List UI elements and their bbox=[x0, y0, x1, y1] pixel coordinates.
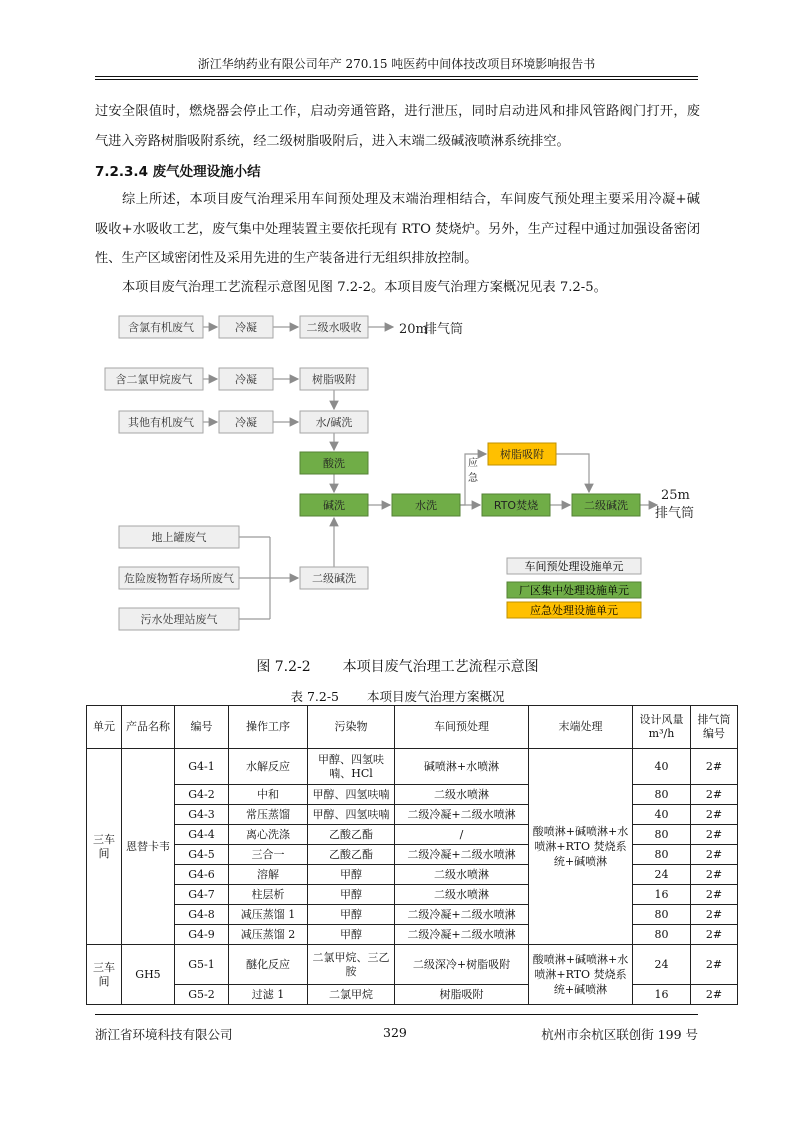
process-cell: 中和 bbox=[229, 785, 308, 805]
flow-box-wash bbox=[300, 411, 368, 433]
header-product: 产品名称 bbox=[122, 706, 175, 749]
svg-text:应急处理设施单元: 应急处理设施单元 bbox=[530, 604, 618, 617]
pretreat-cell: 二级水喷淋 bbox=[395, 785, 529, 805]
svg-text:含二氯甲烷废气: 含二氯甲烷废气 bbox=[115, 373, 193, 386]
process-cell: 醚化反应 bbox=[229, 945, 308, 985]
pretreat-cell: 二级深冷+树脂吸附 bbox=[395, 945, 529, 985]
table-title: 本项目废气治理方案概况 bbox=[367, 689, 505, 704]
flow-labels bbox=[399, 321, 694, 521]
pollutant-cell: 甲醇 bbox=[308, 905, 395, 925]
svg-text:含氯有机废气: 含氯有机废气 bbox=[128, 321, 194, 334]
table-row bbox=[87, 905, 738, 925]
flow-label-stack25-text: 排气筒 bbox=[655, 506, 695, 521]
table-row bbox=[87, 749, 738, 785]
table-row bbox=[87, 885, 738, 905]
pollutant-cell: 二氯甲烷、三乙胺 bbox=[308, 945, 395, 985]
group1-unit-cell: 三车间 bbox=[87, 749, 122, 945]
table-row bbox=[87, 865, 738, 885]
svg-text:污水处理站废气: 污水处理站废气 bbox=[140, 613, 218, 626]
stack-cell: 2# bbox=[691, 925, 738, 945]
pretreat-cell: 碱喷淋+水喷淋 bbox=[395, 749, 529, 785]
svg-text:冷凝: 冷凝 bbox=[235, 321, 257, 334]
footer-address: 杭州市余杭区联创街 199 号 bbox=[541, 1027, 698, 1042]
header-process: 操作工序 bbox=[229, 706, 308, 749]
table-row bbox=[87, 845, 738, 865]
airflow-cell: 16 bbox=[633, 985, 691, 1005]
airflow-cell: 24 bbox=[633, 865, 691, 885]
flow-label-stack20-text: 排气筒 bbox=[424, 322, 464, 337]
flow-box-cond3 bbox=[219, 411, 273, 433]
pollutant-cell: 甲醇 bbox=[308, 865, 395, 885]
pollutant-cell: 甲醇 bbox=[308, 885, 395, 905]
header-rule bbox=[95, 76, 698, 77]
airflow-cell: 80 bbox=[633, 905, 691, 925]
flow-box-cond2 bbox=[219, 368, 273, 390]
svg-text:其他有机废气: 其他有机废气 bbox=[128, 416, 194, 429]
process-cell: 过滤 1 bbox=[229, 985, 308, 1005]
svg-text:冷凝: 冷凝 bbox=[235, 373, 257, 386]
pollutant-cell: 乙酸乙酯 bbox=[308, 825, 395, 845]
pretreat-cell: 二级冷凝+二级水喷淋 bbox=[395, 805, 529, 825]
code-cell: G4-9 bbox=[175, 925, 229, 945]
pretreat-cell: 二级冷凝+二级水喷淋 bbox=[395, 845, 529, 865]
table-row bbox=[87, 785, 738, 805]
code-cell: G4-8 bbox=[175, 905, 229, 925]
airflow-cell: 80 bbox=[633, 845, 691, 865]
svg-text:酸洗: 酸洗 bbox=[323, 457, 345, 470]
flow-box-rto bbox=[482, 494, 550, 516]
stack-cell: 2# bbox=[691, 805, 738, 825]
airflow-cell: 40 bbox=[633, 805, 691, 825]
header-pollutant: 污染物 bbox=[308, 706, 395, 749]
stack-cell: 2# bbox=[691, 785, 738, 805]
flow-box-water-wash bbox=[392, 494, 460, 516]
flow-box-cond1 bbox=[219, 316, 273, 338]
group2-unit-cell: 三车间 bbox=[87, 945, 122, 1005]
svg-text:水/碱洗: 水/碱洗 bbox=[315, 416, 353, 429]
pretreat-cell: 树脂吸附 bbox=[395, 985, 529, 1005]
table-row bbox=[87, 945, 738, 985]
code-cell: G4-3 bbox=[175, 805, 229, 825]
svg-text:危险废物暂存场所废气: 危险废物暂存场所废气 bbox=[124, 572, 234, 585]
pretreat-cell: 二级水喷淋 bbox=[395, 865, 529, 885]
code-cell: G4-4 bbox=[175, 825, 229, 845]
figure-caption bbox=[95, 656, 700, 676]
stack-cell: 2# bbox=[691, 945, 738, 985]
pollutant-cell: 甲醇、四氢呋喃 bbox=[308, 805, 395, 825]
paragraph-bypass: 过安全限值时，燃烧器会停止工作，启动旁通管路，进行泄压，同时启动进风和排风管路阀门打开，废气进入旁路树脂吸附系统，经二级树脂吸附后，进入末端二级碱液喷淋系统排空。 bbox=[95, 104, 700, 149]
paragraph-summary: 综上所述，本项目废气治理采用车间预处理及末端治理相结合，车间废气预处理主要采用冷凝+碱吸收+水吸收工艺，废气集中处理装置主要依托现有 RTO 焚烧炉。另外，生产过程中通过加强设备密闭性、生产区域密闭性及采用先进的生产装备进行无组织排放控制。 bbox=[95, 192, 700, 266]
pretreat-cell: / bbox=[395, 825, 529, 845]
svg-text:树脂吸附: 树脂吸附 bbox=[500, 448, 544, 461]
flow-box-src-dcm bbox=[105, 368, 203, 390]
code-cell: G4-7 bbox=[175, 885, 229, 905]
pollutant-cell: 甲醇、四氢呋喃、HCl bbox=[308, 749, 395, 785]
process-cell: 减压蒸馏 1 bbox=[229, 905, 308, 925]
stack-cell: 2# bbox=[691, 985, 738, 1005]
svg-text:冷凝: 冷凝 bbox=[235, 416, 257, 429]
svg-text:二级水吸收: 二级水吸收 bbox=[306, 321, 362, 334]
page-header: 浙江华纳药业有限公司年产 270.15 吨医药中间体技改项目环境影响报告书 bbox=[197, 57, 596, 71]
flow-label-stack20-num: 20m bbox=[399, 322, 428, 337]
footer-company: 浙江省环境科技有限公司 bbox=[95, 1027, 233, 1042]
table-header-row bbox=[87, 706, 738, 749]
svg-text:车间预处理设施单元: 车间预处理设施单元 bbox=[524, 560, 624, 573]
header-pretreat: 车间预处理 bbox=[395, 706, 529, 749]
svg-text:树脂吸附: 树脂吸附 bbox=[312, 373, 356, 386]
code-cell: G4-5 bbox=[175, 845, 229, 865]
svg-text:水洗: 水洗 bbox=[415, 499, 437, 512]
table-row bbox=[87, 925, 738, 945]
process-cell: 离心洗涤 bbox=[229, 825, 308, 845]
figure-number: 图 7.2-2 bbox=[256, 659, 311, 675]
flow-diagram bbox=[95, 300, 700, 640]
paragraph-figure-reference: 本项目废气治理工艺流程示意图见图 7.2-2。本项目废气治理方案概况见表 7.2-5。 bbox=[122, 280, 607, 295]
airflow-cell: 16 bbox=[633, 885, 691, 905]
svg-text:RTO焚烧: RTO焚烧 bbox=[493, 499, 539, 512]
code-cell: G5-1 bbox=[175, 945, 229, 985]
stack-cell: 2# bbox=[691, 845, 738, 865]
table-row bbox=[87, 985, 738, 1005]
process-cell: 三合一 bbox=[229, 845, 308, 865]
pretreat-cell: 二级水喷淋 bbox=[395, 885, 529, 905]
code-cell: G4-2 bbox=[175, 785, 229, 805]
process-cell: 常压蒸馏 bbox=[229, 805, 308, 825]
svg-text:厂区集中处理设施单元: 厂区集中处理设施单元 bbox=[519, 584, 629, 597]
figure-title: 本项目废气治理工艺流程示意图 bbox=[342, 659, 539, 675]
airflow-cell: 80 bbox=[633, 925, 691, 945]
flow-boxes bbox=[105, 316, 641, 630]
flow-box-src-other bbox=[119, 411, 203, 433]
pretreat-cell: 二级冷凝+二级水喷淋 bbox=[395, 905, 529, 925]
legend-workshop bbox=[507, 558, 641, 574]
stack-cell: 2# bbox=[691, 865, 738, 885]
flow-box-haz bbox=[119, 567, 239, 589]
flow-label-emergency-1: 应 bbox=[468, 458, 478, 469]
flow-box-src-hcl bbox=[119, 316, 203, 338]
flow-box-alkali bbox=[300, 494, 368, 516]
process-cell: 溶解 bbox=[229, 865, 308, 885]
pretreat-cell: 二级冷凝+二级水喷淋 bbox=[395, 925, 529, 945]
header-airflow: 设计风量 m³/h bbox=[633, 706, 691, 749]
group2-product-cell: GH5 bbox=[122, 945, 175, 1005]
airflow-cell: 24 bbox=[633, 945, 691, 985]
stack-cell: 2# bbox=[691, 749, 738, 785]
flow-label-emergency-2: 急 bbox=[468, 473, 478, 484]
header-rule-thin bbox=[95, 79, 698, 80]
flow-box-alkali2 bbox=[300, 567, 368, 589]
header-end-treatment: 末端处理 bbox=[529, 706, 633, 749]
flow-box-alkali2-end bbox=[572, 494, 640, 516]
stack-cell: 2# bbox=[691, 885, 738, 905]
page-number: 329 bbox=[383, 1025, 407, 1040]
header-unit: 单元 bbox=[87, 706, 122, 749]
table-row bbox=[87, 805, 738, 825]
flow-box-resin1 bbox=[300, 368, 368, 390]
footer-rule bbox=[95, 1014, 698, 1015]
legend-emergency bbox=[507, 602, 641, 618]
treatment-table bbox=[86, 705, 738, 1005]
process-cell: 水解反应 bbox=[229, 749, 308, 785]
svg-text:地上罐废气: 地上罐废气 bbox=[151, 531, 207, 544]
group1-end-treatment-cell: 酸喷淋+碱喷淋+水喷淋+RTO 焚烧系统+碱喷淋 bbox=[529, 749, 633, 945]
table-row bbox=[87, 825, 738, 845]
code-cell: G4-6 bbox=[175, 865, 229, 885]
legend-plant bbox=[507, 582, 641, 598]
airflow-cell: 80 bbox=[633, 785, 691, 805]
flow-label-stack25-num: 25m bbox=[661, 488, 690, 503]
pollutant-cell: 乙酸乙酯 bbox=[308, 845, 395, 865]
stack-cell: 2# bbox=[691, 825, 738, 845]
section-heading: 7.2.3.4 废气处理设施小结 bbox=[95, 164, 261, 180]
pollutant-cell: 甲醇 bbox=[308, 925, 395, 945]
process-cell: 柱层析 bbox=[229, 885, 308, 905]
group2-end-treatment-cell: 酸喷淋+碱喷淋+水喷淋+RTO 焚烧系统+碱喷淋 bbox=[529, 945, 633, 1005]
process-cell: 减压蒸馏 2 bbox=[229, 925, 308, 945]
table-caption bbox=[95, 687, 700, 705]
airflow-cell: 80 bbox=[633, 825, 691, 845]
svg-text:二级碱洗: 二级碱洗 bbox=[584, 499, 628, 512]
code-cell: G5-2 bbox=[175, 985, 229, 1005]
table-number: 表 7.2-5 bbox=[290, 689, 339, 704]
airflow-cell: 40 bbox=[633, 749, 691, 785]
pollutant-cell: 甲醇、四氢呋喃 bbox=[308, 785, 395, 805]
header-stack: 排气筒 编号 bbox=[691, 706, 738, 749]
flow-box-water2 bbox=[300, 316, 368, 338]
stack-cell: 2# bbox=[691, 905, 738, 925]
flow-box-tank bbox=[119, 526, 239, 548]
flow-connector bbox=[556, 454, 589, 492]
header-code: 编号 bbox=[175, 706, 229, 749]
group1-product-cell: 恩替卡韦 bbox=[122, 749, 175, 945]
svg-text:二级碱洗: 二级碱洗 bbox=[312, 572, 356, 585]
svg-text:碱洗: 碱洗 bbox=[323, 499, 345, 512]
flow-box-acid bbox=[300, 452, 368, 474]
pollutant-cell: 二氯甲烷 bbox=[308, 985, 395, 1005]
flow-box-sewage bbox=[119, 608, 239, 630]
code-cell: G4-1 bbox=[175, 749, 229, 785]
flow-box-resin-em bbox=[488, 443, 556, 465]
